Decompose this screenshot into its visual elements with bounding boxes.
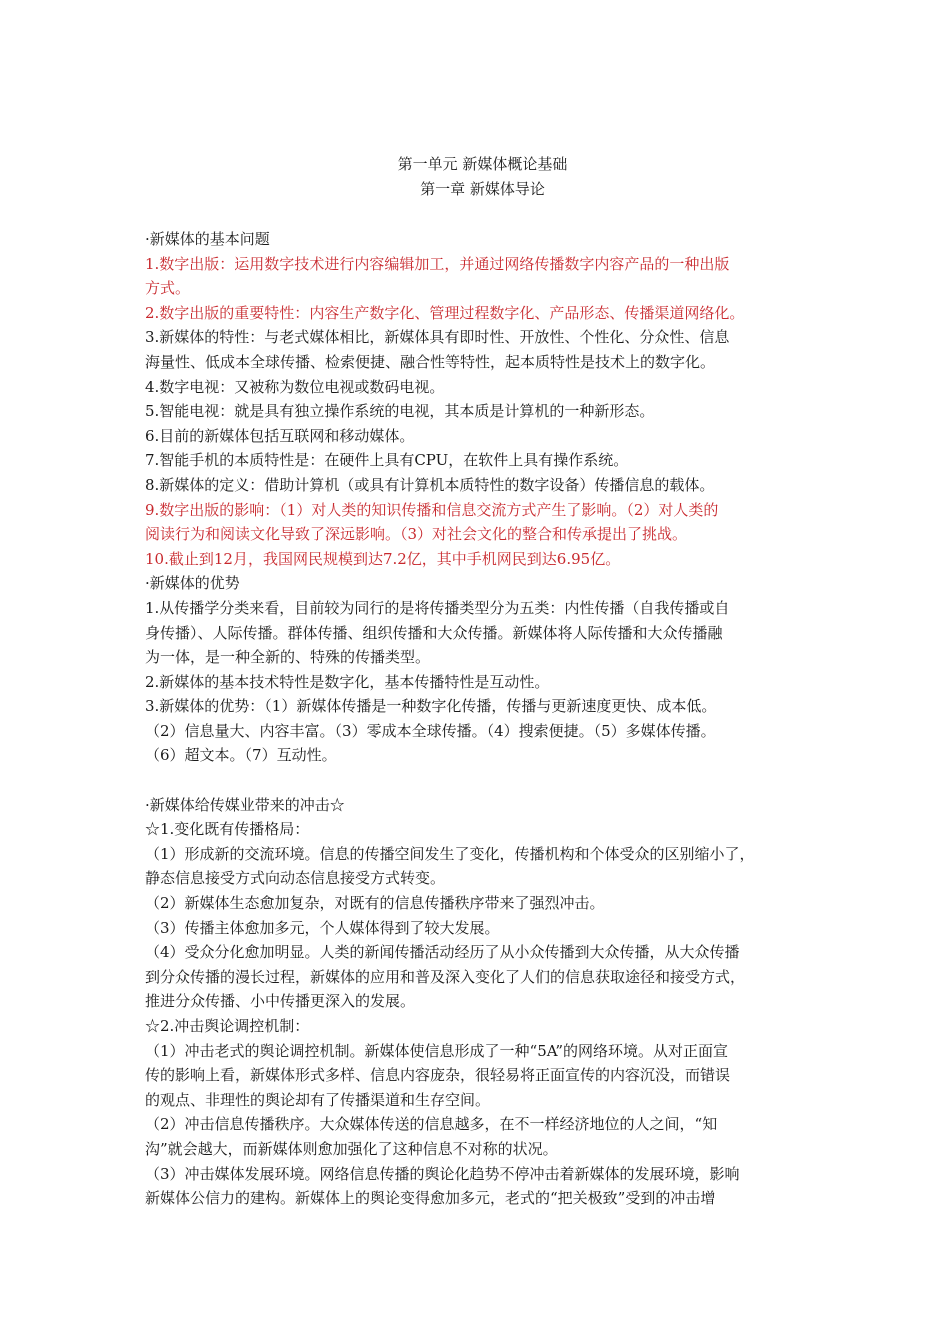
text-line: （1）形成新的交流环境。信息的传播空间发生了变化，传播机构和个体受众的区别缩小了， (145, 844, 755, 863)
text-line: 方式。 (145, 279, 191, 298)
text-line: 的观点、非理性的舆论却有了传播渠道和生存空间。 (145, 1090, 491, 1109)
text-line: ☆1.变化既有传播格局： (145, 820, 310, 839)
text-line: 到分众传播的漫长过程，新媒体的应用和普及深入变化了人们的信息获取途径和接受方式， (145, 967, 746, 986)
chapter-title: 第一章 新媒体导论 (420, 180, 545, 198)
text-line: （3）冲击媒体发展环境。网络信息传播的舆论化趋势不停冲击着新媒体的发展环境，影响 (145, 1164, 740, 1183)
text-line: 新媒体公信力的建构。新媒体上的舆论变得愈加多元，老式的“把关极致”受到的冲击增 (145, 1189, 716, 1208)
text-line: 阅读行为和阅读文化导致了深远影响。（3）对社会文化的整合和传承提出了挑战。 (145, 525, 688, 544)
text-line: 3.新媒体的优势：（1）新媒体传播是一种数字化传播，传播与更新速度更快、成本低。 (145, 697, 717, 716)
text-line: 6.目前的新媒体包括互联网和移动媒体。 (145, 426, 415, 445)
text-line: 1.从传播学分类来看，目前较为同行的是将传播类型分为五类：内性传播（自我传播或自 (145, 598, 730, 617)
spacer (145, 202, 820, 227)
text-line: （4）受众分化愈加明显。人类的新闻传播活动经历了从小众传播到大众传播，从大众传播 (145, 943, 740, 962)
blank-line (145, 768, 820, 793)
text-line: 2.数字出版的重要特性：内容生产数字化、管理过程数字化、产品形态、传播渠道网络化。 (145, 303, 745, 322)
text-line: ·新媒体的优势 (145, 574, 240, 593)
text-line: （3）传播主体愈加多元，个人媒体得到了较大发展。 (145, 918, 500, 937)
text-line: 8.新媒体的定义：借助计算机（或具有计算机本质特性的数字设备）传播信息的载体。 (145, 475, 715, 494)
text-line: 1.数字出版：运用数字技术进行内容编辑加工，并通过网络传播数字内容产品的一种出版 (145, 254, 730, 273)
text-line: ·新媒体给传媒业带来的冲击☆ (145, 795, 345, 814)
text-line: 静态信息接受方式向动态信息接受方式转变。 (145, 869, 446, 888)
unit-title: 第一单元 新媒体概论基础 (397, 155, 568, 173)
text-line: 3.新媒体的特性：与老式媒体相比，新媒体具有即时性、开放性、个性化、分众性、信息 (145, 328, 730, 347)
text-line: 2.新媒体的基本技术特性是数字化，基本传播特性是互动性。 (145, 672, 550, 691)
text-line: 9.数字出版的影响：（1）对人类的知识传播和信息交流方式产生了影响。（2）对人类的 (145, 500, 719, 519)
text-line: 沟”就会越大，而新媒体则愈加强化了这种信息不对称的状况。 (145, 1139, 558, 1158)
text-line: （6）超文本。（7）互动性。 (145, 746, 337, 765)
text-line: 7.智能手机的本质特性是：在硬件上具有CPU，在软件上具有操作系统。 (145, 451, 629, 470)
text-line: 传的影响上看，新媒体形式多样、信息内容庞杂，很轻易将正面宣传的内容沉没，而错误 (145, 1066, 731, 1085)
text-line: 推进分众传播、小中传播更深入的发展。 (145, 992, 416, 1011)
document-body (145, 227, 820, 1211)
text-line: 为一体，是一种全新的、特殊的传播类型。 (145, 648, 431, 667)
text-line: 海量性、低成本全球传播、检索便捷、融合性等特性，起本质特性是技术上的数字化。 (145, 352, 716, 371)
text-line: 5.智能电视：就是具有独立操作系统的电视，其本质是计算机的一种新形态。 (145, 402, 655, 421)
text-line: ·新媒体的基本问题 (145, 230, 270, 248)
text-line: （2）信息量大、内容丰富。（3）零成本全球传播。（4）搜索便捷。（5）多媒体传播。 (145, 721, 716, 740)
text-line: （1）冲击老式的舆论调控机制。新媒体使信息形成了一种“5A”的网络环境。从对正面宣 (145, 1041, 729, 1060)
text-line: 身传播）、人际传播。群体传播、组织传播和大众传播。新媒体将人际传播和大众传播融 (145, 623, 723, 642)
text-line: 10.截止到12月，我国网民规模到达7.2亿，其中手机网民到达6.95亿。 (145, 549, 621, 568)
text-line: （2）冲击信息传播秩序。大众媒体传送的信息越多，在不一样经济地位的人之间，“知 (145, 1115, 718, 1134)
text-line: （2）新媒体生态愈加复杂，对既有的信息传播秩序带来了强烈冲击。 (145, 894, 605, 913)
text-line: 4.数字电视：又被称为数位电视或数码电视。 (145, 377, 445, 396)
text-line: ☆2.冲击舆论调控机制： (145, 1017, 310, 1035)
